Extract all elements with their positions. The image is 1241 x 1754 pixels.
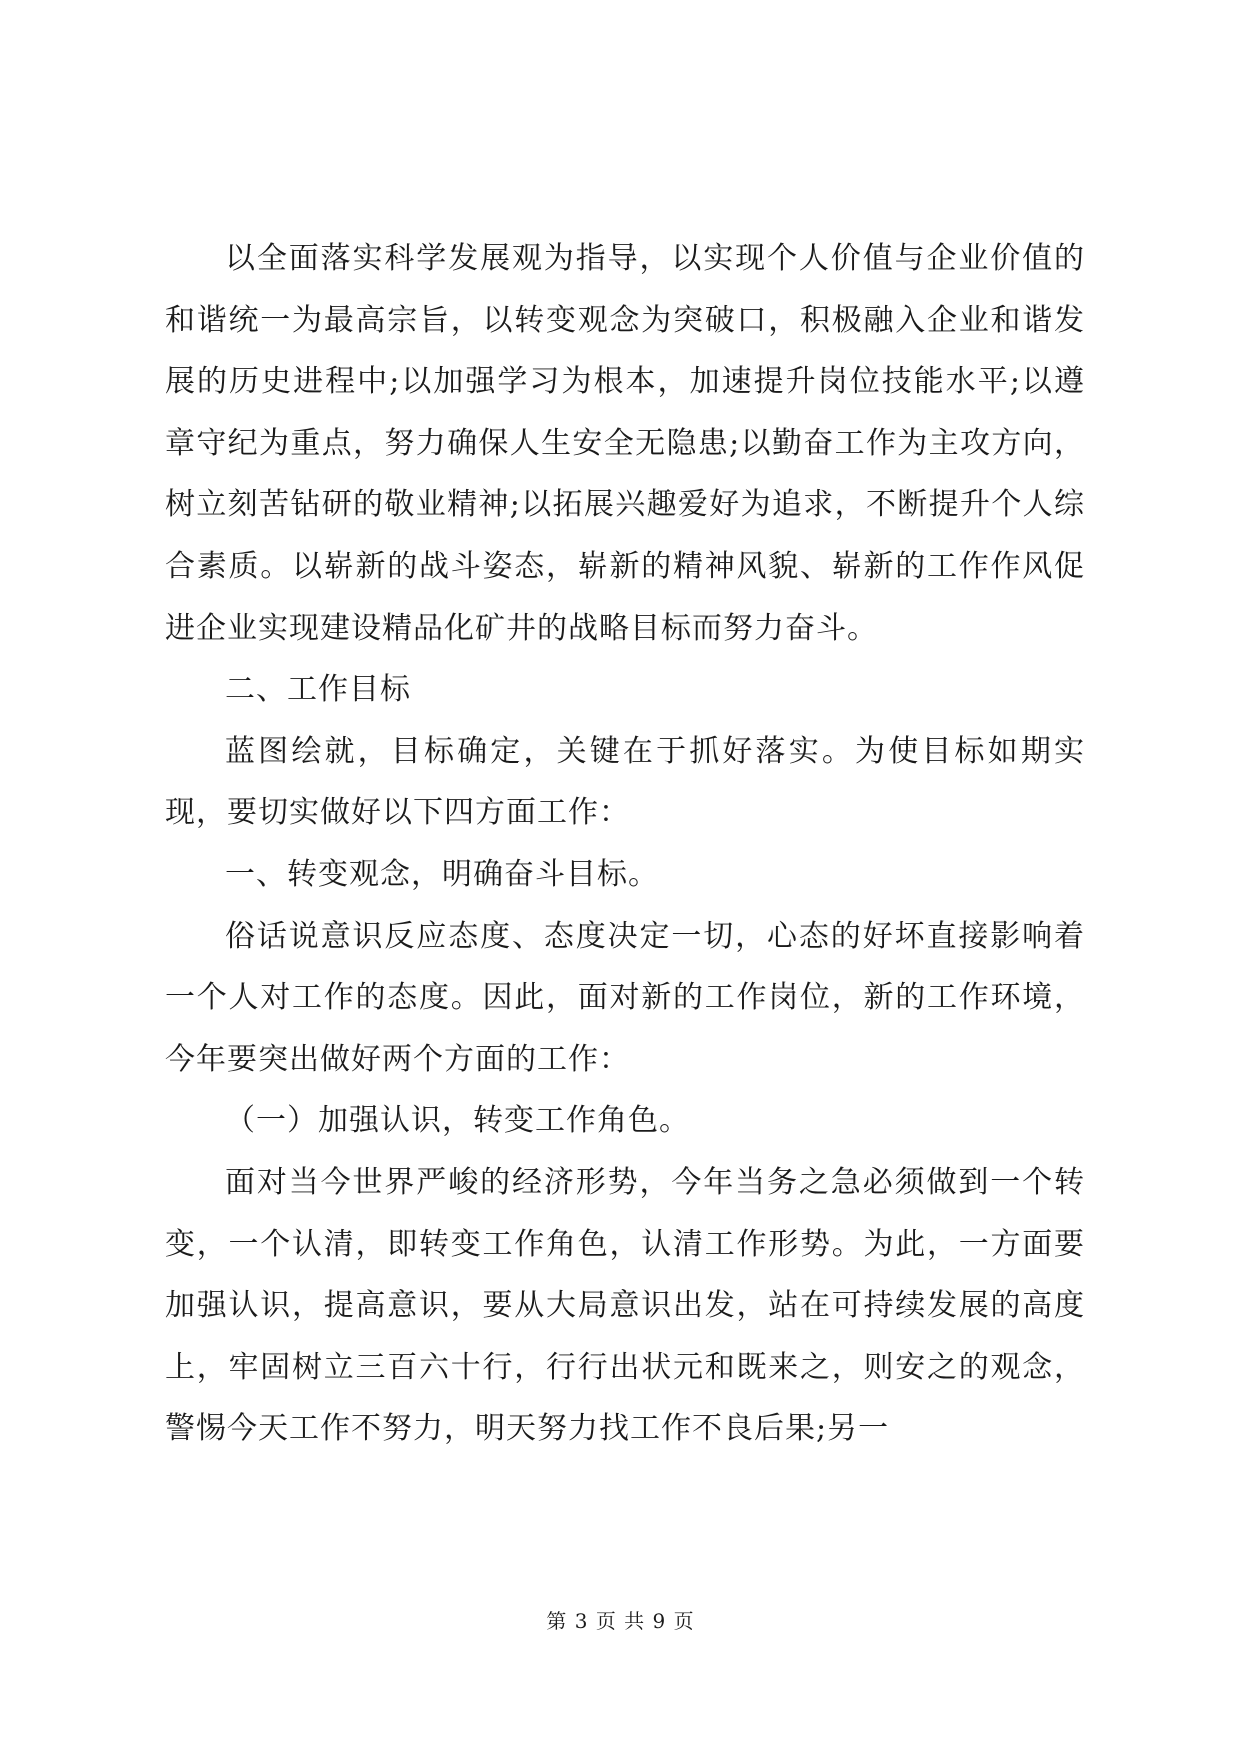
section-heading-work-goals: 二、工作目标 xyxy=(225,672,411,708)
page-number-footer: 第 3 页 共 9 页 xyxy=(546,1609,695,1633)
paragraph-economic-situation: 面对当今世界严峻的经济形势，今年当务之急必须做到一个转变，一个认清，即转变工作角色，认清工作形势。为此，一方面要加强认识，提高意识，要从大局意识出发，站在可持续发展的高度上，牢固树立三百六十行，行行出状元和既来之，则安之的观念，警惕今天工作不努力，明天努力找工作不良后果;另一 xyxy=(165,1164,1085,1447)
subsection-heading-role-change: （一）加强认识，转变工作角色。 xyxy=(225,1103,690,1139)
paragraph-guiding-principle: 以全面落实科学发展观为指导，以实现个人价值与企业价值的和谐统一为最高宗旨，以转变观念为突破口，积极融入企业和谐发展的历史进程中;以加强学习为根本，加速提升岗位技能水平;以遵章守纪为重点，努力确保人生安全无隐患;以勤奋工作为主攻方向，树立刻苦钻研的敬业精神;以拓展兴趣爱好为追求，不断提升个人综合素质。以崭新的战斗姿态，崭新的精神风貌、崭新的工作作风促进企业实现建设精品化矿井的战略目标而努力奋斗。 xyxy=(165,241,1085,646)
paragraph-attitude: 俗话说意识反应态度、态度决定一切，心态的好坏直接影响着一个人对工作的态度。因此，面对新的工作岗位，新的工作环境，今年要突出做好两个方面的工作： xyxy=(165,918,1085,1077)
paragraph-blueprint: 蓝图绘就，目标确定，关键在于抓好落实。为使目标如期实现，要切实做好以下四方面工作： xyxy=(165,733,1085,831)
section-heading-change-mindset: 一、转变观念，明确奋斗目标。 xyxy=(225,856,659,892)
document-body xyxy=(165,228,1085,1460)
